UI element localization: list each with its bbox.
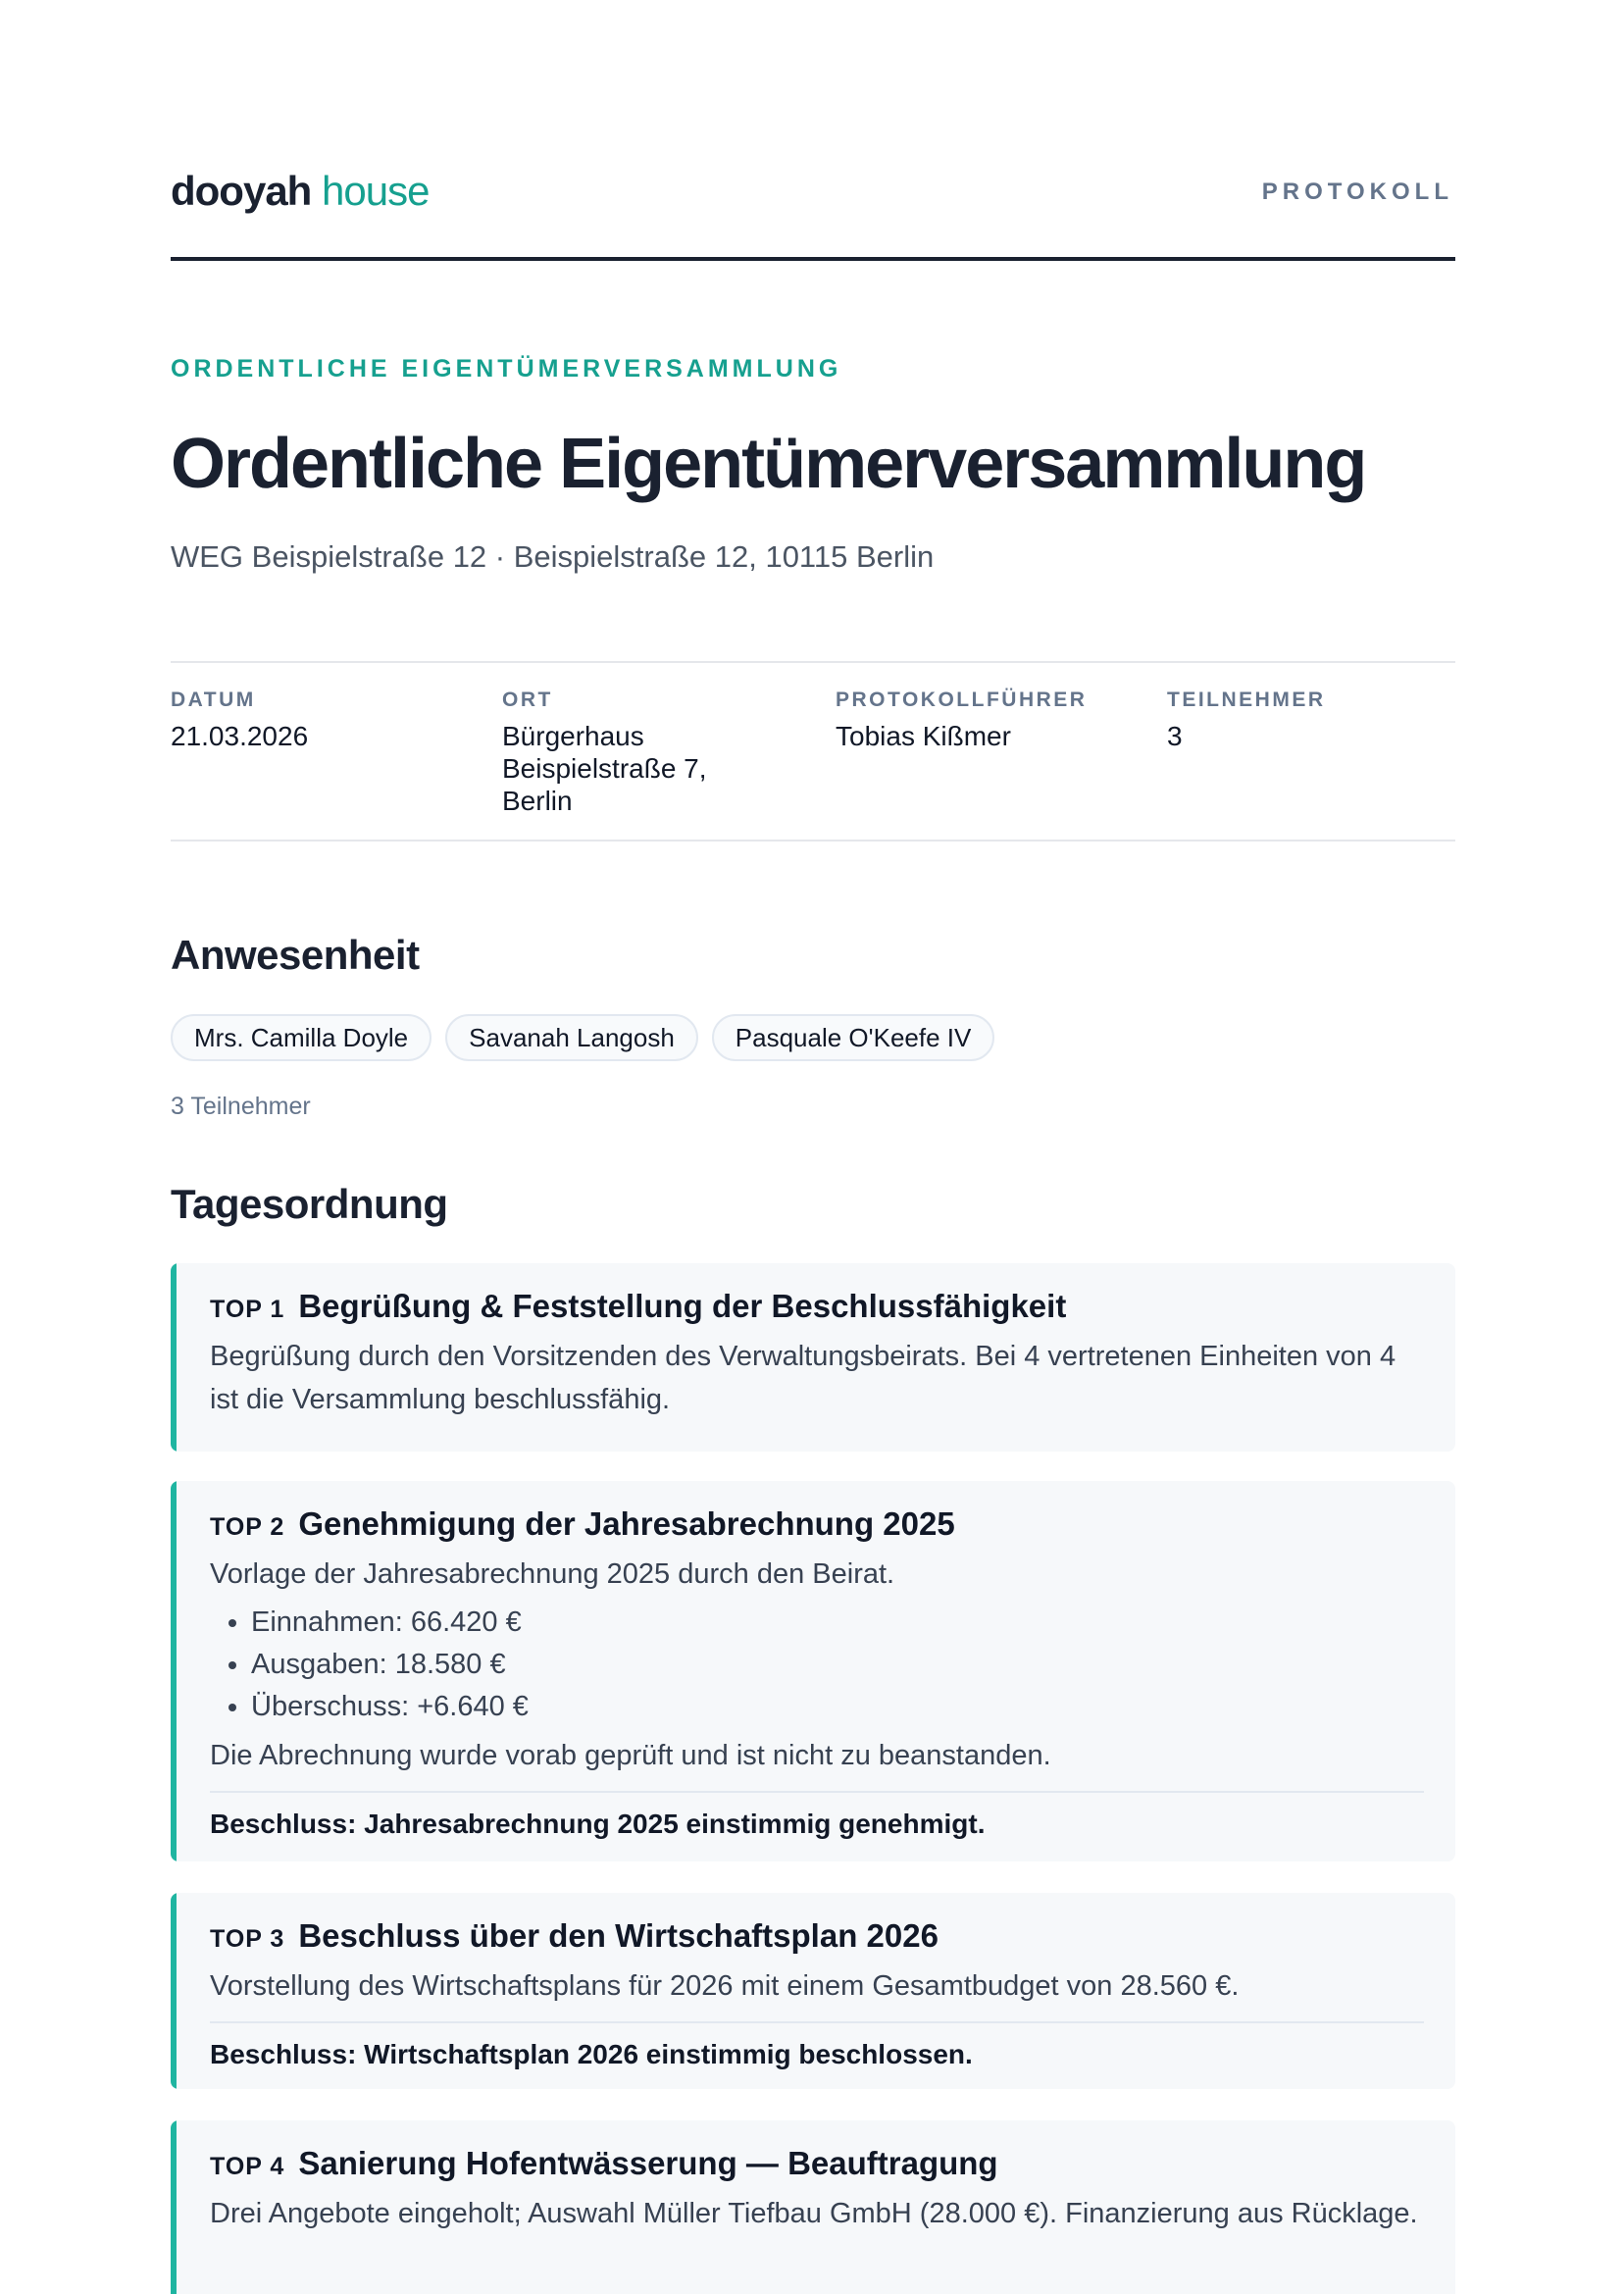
agenda-item-title-text: Genehmigung der Jahresabrechnung 2025	[298, 1505, 955, 1542]
agenda-item-text: Drei Angebote eingeholt; Auswahl Müller Tiefbau GmbH (28.000 €). Finanzierung aus Rücklage.	[210, 2198, 1418, 2229]
agenda-item-title	[210, 1504, 1424, 1547]
meta-label: ORT	[502, 688, 553, 711]
meta-label: TEILNEHMER	[1167, 688, 1326, 711]
agenda-item	[171, 2120, 1455, 2294]
agenda-item-title	[210, 2144, 1424, 2186]
participant-count: 3 Teilnehmer	[171, 1093, 311, 1120]
agenda-item-text: Die Abrechnung wurde vorab geprüft und ist nicht zu beanstanden.	[210, 1740, 1051, 1771]
agenda-item-text: Vorstellung des Wirtschaftsplans für 2026 mit einem Gesamtbudget von 28.560 €.	[210, 1970, 1240, 2002]
decision-divider	[210, 1791, 1424, 1793]
participant-chip: Pasquale O'Keefe IV	[712, 1014, 995, 1061]
meta-value: Tobias Kißmer	[836, 721, 1011, 751]
financial-summary-list	[210, 1602, 1424, 1728]
meta-value: 21.03.2026	[171, 721, 309, 751]
list-item: • Ausgaben: 18.580 €	[251, 1644, 1424, 1686]
agenda-item	[171, 1263, 1455, 1452]
meta-recorder	[836, 688, 1130, 752]
list-item: • Überschuss: +6.640 €	[251, 1686, 1424, 1728]
agenda-accent-bar	[171, 1893, 177, 2089]
document-header	[171, 167, 1455, 216]
brand-logo	[171, 167, 429, 216]
meta-label: DATUM	[171, 688, 256, 711]
agenda-item-text: Vorlage der Jahresabrechnung 2025 durch den Beirat.	[210, 1558, 895, 1590]
document-type: PROTOKOLL	[1261, 178, 1453, 205]
page-title: Ordentliche Eigentümerversammlung	[171, 425, 1366, 503]
decision-divider	[210, 2021, 1424, 2023]
meta-date	[171, 688, 465, 752]
agenda-item-number: TOP 4	[210, 2153, 285, 2180]
meta-divider-top	[171, 661, 1455, 663]
meta-label: PROTOKOLLFÜHRER	[836, 688, 1088, 711]
agenda-decision: Beschluss: Jahresabrechnung 2025 einstimmig genehmigt.	[210, 1809, 986, 1839]
agenda-item-title-text: Sanierung Hofentwässerung — Beauftragung	[298, 2145, 998, 2181]
meta-divider-bottom	[171, 840, 1455, 841]
list-item: • Einnahmen: 66.420 €	[251, 1602, 1424, 1644]
meta-location	[502, 688, 747, 817]
participant-chip: Savanah Langosh	[445, 1014, 698, 1061]
agenda-item-number: TOP 1	[210, 1296, 285, 1323]
agenda-item-title-text: Beschluss über den Wirtschaftsplan 2026	[298, 1917, 939, 1954]
agenda-accent-bar	[171, 1481, 177, 1861]
meta-value: 3	[1167, 721, 1183, 751]
agenda-decision: Beschluss: Wirtschaftsplan 2026 einstimmig beschlossen.	[210, 2039, 973, 2069]
participant-list	[171, 1014, 1008, 1061]
header-divider	[171, 257, 1455, 261]
agenda-heading: Tagesordnung	[171, 1181, 448, 1227]
agenda-item-title	[210, 1287, 1424, 1329]
agenda-accent-bar	[171, 2120, 177, 2294]
participant-chip: Mrs. Camilla Doyle	[171, 1014, 431, 1061]
meta-value: Bürgerhaus Beispielstraße 7, Berlin	[502, 721, 707, 816]
agenda-item-text: Begrüßung durch den Vorsitzenden des Verwaltungsbeirats. Bei 4 vertretenen Einheiten von 4 ist die Versammlung beschlussfähig.	[210, 1341, 1396, 1415]
property-address: WEG Beispielstraße 12 · Beispielstraße 12, 10115 Berlin	[171, 539, 935, 574]
agenda-accent-bar	[171, 1263, 177, 1452]
brand-name: dooyah	[171, 168, 312, 214]
agenda-item-title	[210, 1916, 1424, 1959]
brand-suffix: house	[322, 168, 430, 214]
agenda-item	[171, 1893, 1455, 2089]
agenda-item-number: TOP 2	[210, 1513, 285, 1541]
attendance-heading: Anwesenheit	[171, 932, 420, 978]
meeting-type-eyebrow: ORDENTLICHE EIGENTÜMERVERSAMMLUNG	[171, 355, 842, 382]
agenda-item-number: TOP 3	[210, 1925, 285, 1953]
agenda-item	[171, 1481, 1455, 1861]
meta-participants	[1167, 688, 1461, 752]
agenda-item-title-text: Begrüßung & Feststellung der Beschlussfähigkeit	[298, 1288, 1067, 1324]
